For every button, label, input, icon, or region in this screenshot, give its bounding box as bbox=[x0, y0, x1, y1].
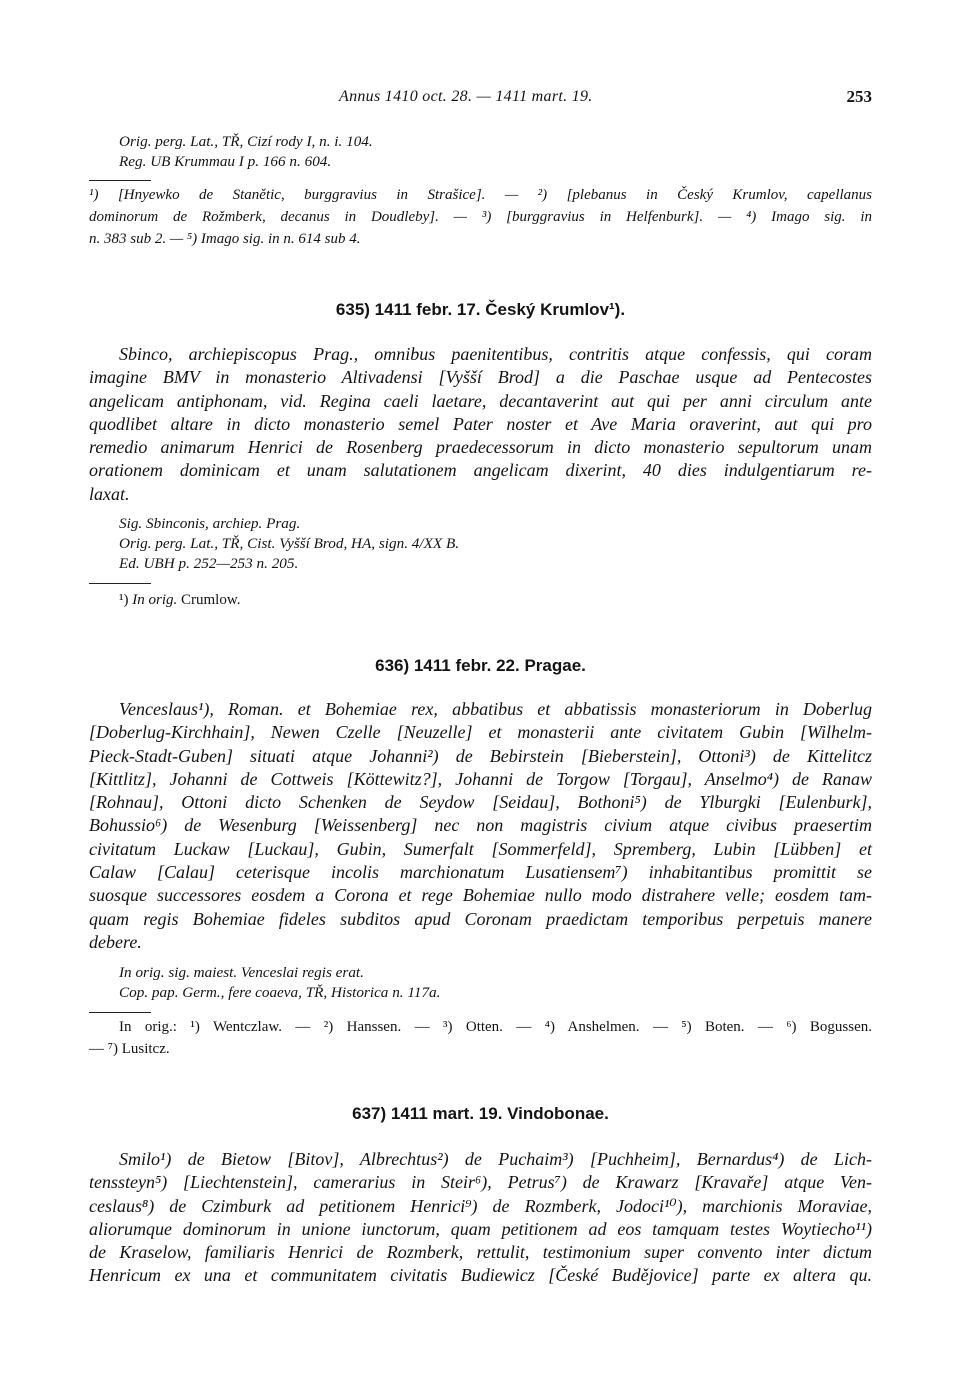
body-line: imagine BMV in monasterio Altivadensi [Vyšší Brod] a die Paschae usque ad Pentecostes bbox=[89, 367, 872, 388]
doc-635-body bbox=[89, 343, 872, 506]
footnote-line: dominorum de Rožmberk, decanus in Doudleby]. — ³) [burggravius in Helfenburk]. — ⁴) Imago sig. in bbox=[89, 209, 872, 225]
source-line: Orig. perg. Lat., TŘ, Cist. Vyšší Brod, HA, sign. 4/XX B. bbox=[119, 535, 460, 552]
body-line: Henricum ex una et communitatem civitatis Budiewicz [České Budějovice] parte ex altera qu. bbox=[89, 1265, 872, 1286]
source-line: Sig. Sbinconis, archiep. Prag. bbox=[119, 515, 301, 532]
footnote-rule bbox=[89, 583, 151, 584]
doc-636-heading: 636) 1411 febr. 22. Pragae. bbox=[375, 656, 586, 675]
doc-635-heading: 635) 1411 febr. 17. Český Krumlov¹). bbox=[335, 300, 626, 319]
body-line: civitatum Luckaw [Luckau], Gubin, Sumerfalt [Sommerfeld], Spremberg, Lubin [Lübben] et bbox=[89, 838, 872, 859]
body-line: orationem dominicam et unam salutationem angelicam dixerint, 40 dies indulgentiarum re- bbox=[89, 460, 872, 481]
source-line: Orig. perg. Lat., TŘ, Cizí rody I, n. i. 104. bbox=[119, 133, 373, 150]
body-line: Venceslaus¹), Roman. et Bohemiae rex, abbatibus et abbatissis monasteriorum in Doberlug bbox=[119, 699, 872, 719]
doc-636-source-notes bbox=[89, 963, 872, 1003]
source-line: Ed. UBH p. 252—253 n. 205. bbox=[119, 555, 299, 572]
body-line: aliorumque dominorum in unione iunctorum, quam petitionem ad eos tamquam testes Woytiecho¹¹) bbox=[89, 1218, 872, 1239]
body-line: suosque successores eosdem a Corona et rege Bohemiae nullo modo distrahere velle; eosdem tam- bbox=[89, 885, 872, 906]
doc-637-heading: 637) 1411 mart. 19. Vindobonae. bbox=[352, 1104, 609, 1123]
body-line: quodlibet altare in dicto monasterio semel Pater noster et Ave Maria oraverint, aut qui pro bbox=[89, 413, 872, 434]
doc-635-source-notes bbox=[89, 514, 872, 574]
body-line: quam regis Bohemiae fideles subditos apud Coronam praedictam temporibus perpetuis manere bbox=[89, 908, 872, 929]
source-line: Reg. UB Krummau I p. 166 n. 604. bbox=[119, 153, 332, 170]
body-line: Sbinco, archiepiscopus Prag., omnibus paenitentibus, contritis atque confessis, qui coram bbox=[119, 344, 872, 364]
footnote-text: Crumlow. bbox=[181, 592, 241, 608]
footnote-line: In orig.: ¹) Wentczlaw. — ²) Hanssen. — ³) Otten. — ⁴) Anshelmen. — ⁵) Boten. — ⁶) Bogussen. bbox=[119, 1019, 872, 1035]
body-line: de Kraselow, familiaris Henrici de Rozmberk, rettulit, testimonium super convento inter dictum bbox=[89, 1242, 872, 1263]
body-line: angelicam antiphonam, vid. Regina caeli laetare, decantaverint aut qui per anni circulum ante bbox=[89, 390, 872, 411]
top-source-note bbox=[89, 132, 872, 172]
body-line: debere. bbox=[89, 931, 142, 952]
doc-636-footnotes bbox=[89, 1016, 872, 1060]
footnote-rule bbox=[89, 1012, 151, 1013]
body-line: [Doberlug-Kirchhain], Newen Czelle [Neuzelle] et monasterii ante civitatem Gubin [Wilhelm- bbox=[89, 722, 872, 743]
top-footnotes bbox=[89, 184, 872, 250]
page-number: 253 bbox=[846, 87, 872, 106]
body-line: remedio animarum Henrici de Rosenberg praedecessorum in dicto monasterio sepultorum unam bbox=[89, 437, 872, 458]
source-line: Cop. pap. Germ., fere coaeva, TŘ, Historica n. 117a. bbox=[119, 984, 441, 1001]
footnote-italic: In orig. bbox=[132, 592, 178, 608]
body-line: [Kittlitz], Johanni de Cottweis [Köttewitz?], Johanni de Torgow [Torgau], Anselmo⁴) de Ranaw bbox=[89, 768, 872, 789]
footnote-line: n. 383 sub 2. — ⁵) Imago sig. in n. 614 sub 4. bbox=[89, 231, 361, 247]
footnote-line: ¹) [Hnyewko de Stanětic, burggravius in Strašice]. — ²) [plebanus in Český Krumlov, capellanus bbox=[89, 187, 872, 203]
doc-635-footnote bbox=[89, 589, 872, 611]
body-line: tenssteyn⁵) [Liechtenstein], camerarius in Steir⁶), Petrus⁷) de Krawarz [Kravaře] atque Ven- bbox=[89, 1172, 872, 1193]
footnote-marker: ¹) bbox=[119, 592, 129, 608]
body-line: ceslaus⁸) de Czimburk ad petitionem Henrici⁹) de Rozmberk, Jodoci¹⁰), marchionis Moraviae, bbox=[89, 1195, 872, 1216]
running-head-title: Annus 1410 oct. 28. — 1411 mart. 19. bbox=[339, 88, 593, 105]
body-line: [Rohnau], Ottoni dicto Schenken de Seydow [Seidau], Bothoni⁵) de Ylburgki [Eulenburk], bbox=[89, 792, 872, 813]
body-line: Calaw [Calau] ceterisque incolis marchionatum Lusatiensem⁷) inhabitantibus promittit se bbox=[89, 862, 872, 883]
doc-636-body bbox=[89, 698, 872, 954]
footnote-line: — ⁷) Lusitcz. bbox=[89, 1041, 170, 1057]
running-head bbox=[89, 88, 872, 112]
body-line: laxat. bbox=[89, 483, 130, 504]
source-line: In orig. sig. maiest. Venceslai regis erat. bbox=[119, 964, 364, 981]
body-line: Pieck-Stadt-Guben] situati atque Johanni²) de Bebirstein [Bieberstein], Ottoni³) de Kittelitcz bbox=[89, 745, 872, 766]
doc-637-body bbox=[89, 1148, 872, 1288]
footnote-rule bbox=[89, 180, 151, 181]
body-line: Smilo¹) de Bietow [Bitov], Albrechtus²) de Puchaim³) [Puchheim], Bernardus⁴) de Lich- bbox=[119, 1149, 872, 1169]
body-line: Bohussio⁶) de Wesenburg [Weissenberg] nec non magistris civium atque civibus praesertim bbox=[89, 815, 872, 836]
